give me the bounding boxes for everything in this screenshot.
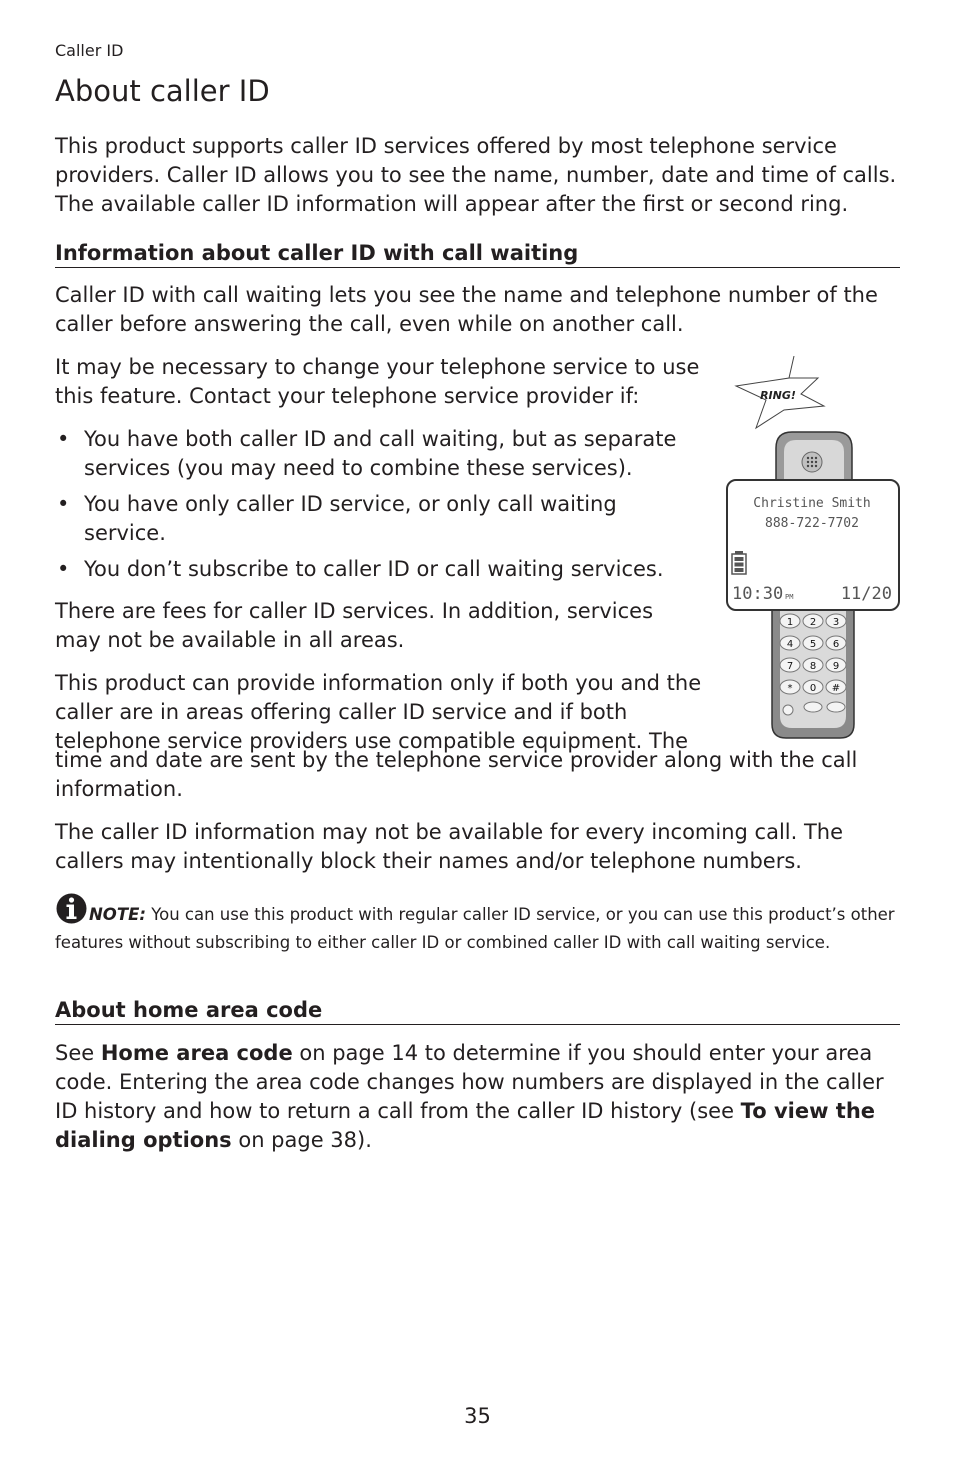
caller-name-display: Christine Smith	[753, 496, 871, 511]
key-1	[780, 614, 800, 628]
ring-burst-icon	[736, 356, 824, 428]
list-item: • You have both caller ID and call waiting, but as separate services (you may need to combine these services).	[57, 427, 677, 480]
note-text: You can use this product with regular caller ID service, or you can use this product’s other features without subscribing to either caller ID or combined caller ID with call waiting service.	[55, 905, 895, 952]
provider-conditions-list	[55, 425, 705, 584]
section-label: Caller ID	[55, 41, 124, 60]
svg-text:#: #	[831, 683, 841, 694]
home-area-heading: About home area code	[55, 997, 900, 1025]
page-title: About caller ID	[55, 74, 270, 108]
bullet-icon: •	[57, 557, 70, 581]
key-star	[780, 680, 800, 694]
bullet-icon: •	[57, 427, 70, 451]
key-3	[826, 614, 846, 628]
call-waiting-description: Caller ID with call waiting lets you see the name and telephone number of the caller before answering the call, even while on another call.	[55, 283, 878, 336]
svg-text:3: 3	[832, 617, 840, 628]
key-4	[780, 636, 800, 650]
change-service-paragraph: It may be necessary to change your telephone service to use this feature. Contact your telephone service provider if:	[55, 355, 700, 408]
svg-text:*: *	[787, 683, 793, 694]
svg-text:6: 6	[832, 639, 840, 650]
mute-key	[804, 702, 822, 712]
key-7	[780, 658, 800, 672]
list-item: • You have only caller ID service, or only call waiting service.	[57, 492, 617, 545]
date-display: 11/20	[840, 584, 892, 604]
key-hash	[826, 680, 846, 694]
earpiece-icon	[802, 452, 822, 472]
info-icon	[55, 893, 88, 931]
dialing-options-link: To view the dialing options	[55, 1099, 876, 1152]
svg-text:2: 2	[809, 617, 817, 628]
svg-text:4: 4	[786, 639, 794, 650]
ampm-display: PM	[785, 593, 794, 601]
home-area-paragraph: See Home area code on page 14 to determine if you should enter your area code. Entering the area code changes how numbers are displayed in the caller ID history and how to return a call from the caller ID history (see To view the dialing options on page 38).	[55, 1041, 884, 1152]
left-column	[55, 353, 705, 770]
key-5	[803, 636, 823, 650]
key-8	[803, 658, 823, 672]
intro-paragraph: This product supports caller ID services offered by most telephone service providers. Caller ID allows you to see the name, number, date and time of calls. The available caller ID information will appear after the first or second ring.	[55, 134, 897, 216]
delete-key	[827, 702, 845, 712]
note-box	[55, 893, 900, 955]
svg-text:7: 7	[786, 661, 794, 672]
provide-info-paragraph: This product can provide information only if both you and the caller are in areas offering caller ID service and if both telephone service providers use compatible equipment. The	[55, 671, 702, 753]
caller-number-display: 888-722-7702	[765, 516, 859, 531]
note-label: NOTE:	[89, 905, 146, 924]
key-9	[826, 658, 846, 672]
handset-illustration	[726, 356, 900, 740]
speaker-key	[783, 705, 793, 715]
provide-info-continued: time and date are sent by the telephone service provider along with the call information.	[55, 748, 858, 801]
svg-text:0: 0	[809, 683, 817, 694]
page-number: 35	[464, 1404, 491, 1428]
time-display: 10:30	[732, 584, 784, 604]
list-item: • You don’t subscribe to caller ID or call waiting services.	[55, 555, 705, 584]
svg-text:1: 1	[786, 617, 794, 628]
ring-label: RING!	[760, 389, 796, 402]
key-2	[803, 614, 823, 628]
home-area-code-link: Home area code	[100, 1041, 293, 1065]
call-waiting-heading: Information about caller ID with call waiting	[55, 240, 900, 268]
svg-text:8: 8	[809, 661, 817, 672]
key-0	[803, 680, 823, 694]
bullet-icon: •	[57, 492, 70, 516]
battery-icon	[732, 551, 746, 574]
fees-paragraph: There are fees for caller ID services. In addition, services may not be available in all areas.	[55, 599, 654, 652]
svg-text:9: 9	[832, 661, 840, 672]
svg-text:5: 5	[809, 639, 817, 650]
blocked-info-paragraph: The caller ID information may not be available for every incoming call. The callers may intentionally block their names and/or telephone numbers.	[55, 820, 844, 873]
key-6	[826, 636, 846, 650]
